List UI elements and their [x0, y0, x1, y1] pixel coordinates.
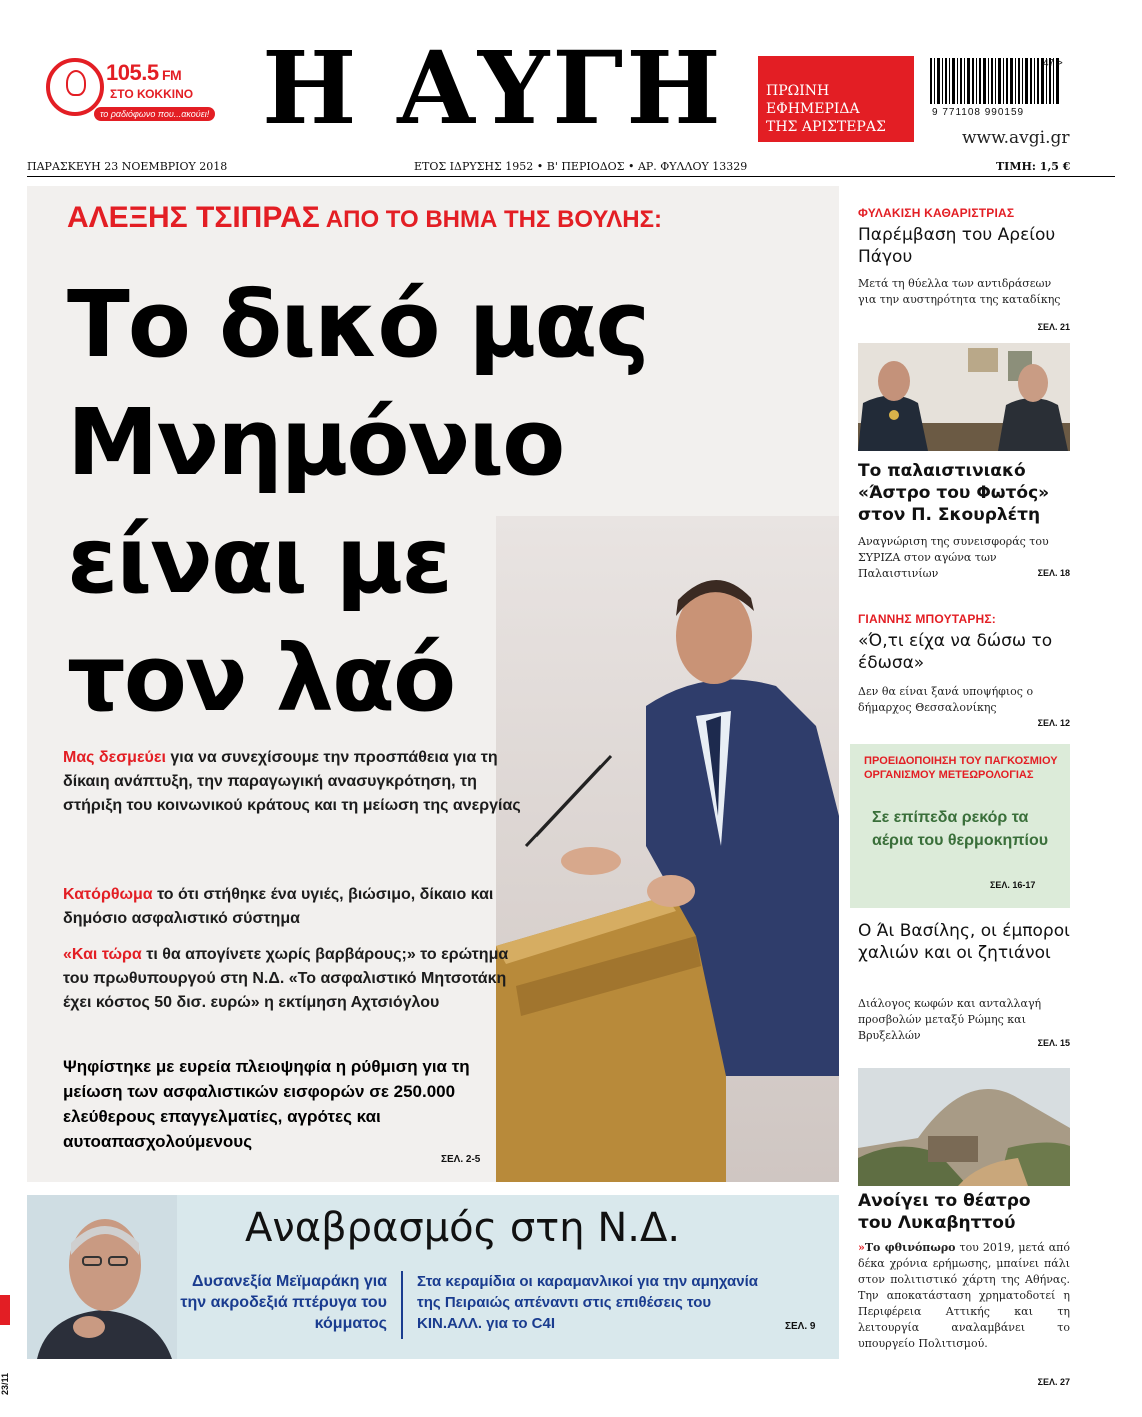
- page-reference: ΣΕΛ. 18: [1037, 568, 1070, 578]
- headline-line: Μνημόνιο: [67, 389, 564, 496]
- sidebar-title[interactable]: Σε επίπεδα ρεκόρ τα αέρια του θερμοκηπίου: [872, 809, 1049, 849]
- sidebar-title[interactable]: Το παλαιστινιακό «Άστρο του Φωτός» στον Π. Σκουρλέτη: [858, 461, 1050, 525]
- lead-story: [27, 186, 839, 1182]
- lead-point: «Και τώρα τι θα απογίνετε χωρίς βαρβάρους;» το ερώτημα του πρωθυπουργού στη Ν.Δ. «Το ασφαλιστικό Μητσοτάκη έχει κόστος 50 δισ. ευρώ» η εκτίμηση Αχτσιόγλου: [63, 946, 509, 1011]
- sidebar-kicker: ΠΡΟΕΙΔΟΠΟΙΗΣΗ ΤΟΥ ΠΑΓΚΟΣΜΙΟΥ ΟΡΓΑΝΙΣΜΟΥ ΜΕΤΕΩΡΟΛΟΓΙΑΣ: [864, 755, 1058, 781]
- page-reference: ΣΕΛ. 12: [1037, 718, 1070, 728]
- barcode-number: 9 771108 990159: [932, 107, 1025, 118]
- radio-slogan: το ραδιόφωνο που...ακούει!: [94, 107, 215, 121]
- edge-marker: [0, 1295, 10, 1325]
- headline-line: Το δικό μας: [67, 271, 649, 378]
- skourletis-photo: [858, 343, 1070, 451]
- page-reference: ΣΕΛ. 27: [1037, 1377, 1070, 1387]
- page-reference: ΣΕΛ. 9: [785, 1321, 816, 1332]
- price: ΤΙΜΗ: 1,5 €: [996, 160, 1071, 173]
- lead-point: Μας δεσμεύει για να συνεχίσουμε την προσπάθεια για τη δίκαιη ανάπτυξη, την παραγωγική ανασυγκρότηση, τη στήριξη του κοινωνικού κράτους και τη μείωση της ανεργίας: [63, 749, 521, 814]
- page-reference: ΣΕΛ. 21: [1037, 322, 1070, 332]
- tagline-line: ΤΗΣ ΑΡΙΣΤΕΡΑΣ: [766, 119, 886, 135]
- sidebar-kicker: ΦΥΛΑΚΙΣΗ ΚΑΘΑΡΙΣΤΡΙΑΣ: [858, 206, 1015, 220]
- sidebar-text: Μετά τη θύελλα των αντιδράσεων για την αυστηρότητα της καταδίκης: [858, 277, 1061, 306]
- lead-vote-summary: Ψηφίστηκε με ευρεία πλειοψηφία η ρύθμιση για τη μείωση των ασφαλιστικών εισφορών σε 250.000 ελεύθερους επαγγελματίες, αγρότες και αυτοαπασχολούμενους: [63, 1057, 470, 1151]
- banner-right-text: Στα κεραμίδια οι καραμανλικοί για την αμηχανία της Πειραιώς απέναντι στις επιθέσεις του ΚΙΝ.ΑΛΛ. για το C4I: [417, 1273, 758, 1332]
- kicker-subtitle: ΑΠΟ ΤΟ ΒΗΜΑ ΤΗΣ ΒΟΥΛΗΣ:: [325, 206, 662, 233]
- lightbulb-icon: [66, 70, 86, 96]
- banner-left-text: Δυσανεξία Μεϊμαράκη για την ακροδεξιά πτέρυγα του κόμματος: [180, 1273, 387, 1332]
- page-reference: ΣΕΛ. 2-5: [441, 1154, 481, 1165]
- headline-line: είναι με: [67, 507, 451, 614]
- nd-banner-story: [27, 1195, 839, 1359]
- sidebar-title[interactable]: Ο Άι Βασίλης, οι έμποροι χαλιών και οι ζητιάνοι: [858, 921, 1070, 963]
- page-reference: ΣΕΛ. 16-17: [990, 880, 1036, 890]
- sidebar-text: Δεν θα είναι ξανά υποψήφιος ο δήμαρχος Θεσσαλονίκης: [858, 685, 1034, 714]
- sidebar-title[interactable]: «Ό,τι είχα να δώσω το έδωσα»: [858, 631, 1053, 673]
- tagline-line: ΠΡΩΙΝΗ: [766, 83, 830, 99]
- sidebar-title[interactable]: Ανοίγει το θέατρο του Λυκαβηττού: [858, 1191, 1031, 1233]
- headline-line: τον λαό: [67, 625, 455, 732]
- tagline-box: [758, 56, 914, 142]
- website-link[interactable]: www.avgi.gr: [962, 128, 1070, 148]
- issue-date: ΠΑΡΑΣΚΕΥΗ 23 ΝΟΕΜΒΡΙΟΥ 2018: [27, 160, 228, 173]
- kicker-name: ΑΛΕΞΗΣ ΤΣΙΠΡΑΣ: [67, 201, 320, 234]
- tagline-line: ΕΦΗΜΕΡΙΔΑ: [766, 101, 860, 117]
- masthead-rule: [27, 176, 1115, 177]
- sidebar-kicker: ΓΙΑΝΝΗΣ ΜΠΟΥΤΑΡΗΣ:: [858, 612, 996, 626]
- sidebar-title[interactable]: Παρέμβαση του Αρείου Πάγου: [858, 225, 1056, 267]
- lycabettus-theatre-photo: [858, 1068, 1070, 1186]
- politician-portrait: [27, 1195, 177, 1359]
- newspaper-title: Η ΑΥΓΗ: [262, 29, 724, 147]
- banner-title: Αναβρασμός στη Ν.Δ.: [245, 1205, 681, 1251]
- radio-frequency: 105.5 FM: [106, 60, 182, 85]
- lead-kicker: [67, 201, 662, 235]
- divider: [401, 1271, 403, 1339]
- chevron-right-icon: »: [858, 1241, 865, 1254]
- lead-point: Κατόρθωμα το ότι στήθηκε ένα υγιές, βιώσιμο, δίκαιο και δημόσιο ασφαλιστικό σύστημα: [63, 886, 494, 927]
- issue-code: 47 >: [1043, 58, 1063, 69]
- lead-headline: [67, 266, 767, 738]
- sidebar-text: Αναγνώριση της συνεισφοράς του ΣΥΡΙΖΑ στον αγώνα των Παλαιστινίων: [858, 535, 1049, 580]
- edge-date: 23/11: [0, 1372, 10, 1395]
- sidebar-text: »Το φθινόπωρο του 2019, μετά από δέκα χρόνια ερήμωσης, μπαίνει πάλι στον πολιτιστικό χάρτη της Αθήνας. Την αποκατάσταση χρηματοδοτεί η Περιφέρεια Αττικής και τη λειτουργία αναλαμβάνει το υπουργείο Πολιτισμού.: [858, 1241, 1070, 1350]
- radio-station-name: ΣΤΟ ΚΟΚΚΙΝΟ: [110, 87, 194, 101]
- edition-info: ΕΤΟΣ ΙΔΡΥΣΗΣ 1952 • Β' ΠΕΡΙΟΔΟΣ • ΑΡ. ΦΥΛΛΟΥ 13329: [414, 160, 748, 173]
- sidebar-text: Διάλογος κωφών και ανταλλαγή προσβολών μεταξύ Ρώμης και Βρυξελλών: [858, 997, 1042, 1042]
- page-reference: ΣΕΛ. 15: [1037, 1038, 1070, 1048]
